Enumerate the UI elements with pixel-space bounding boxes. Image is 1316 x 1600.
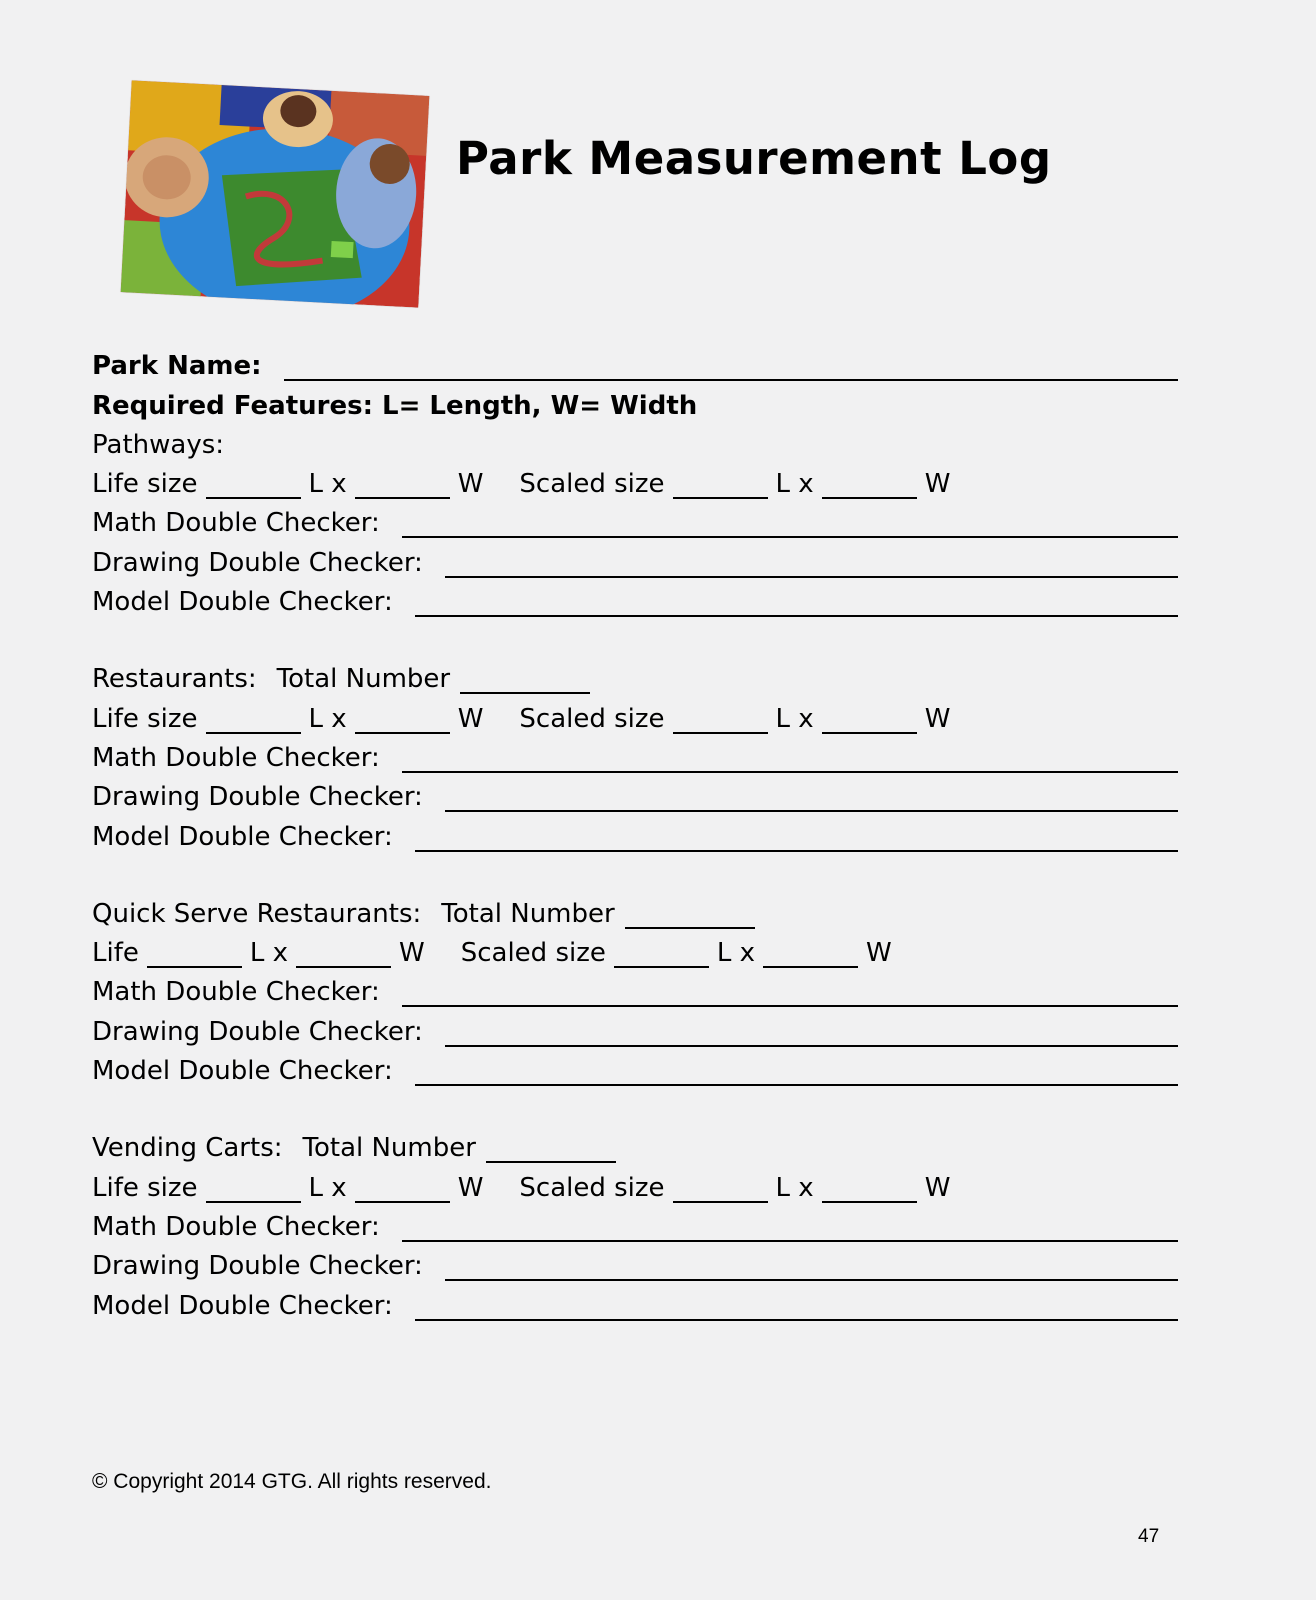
math-checker-row: [92, 503, 1178, 542]
scaled-length-blank[interactable]: [673, 497, 768, 499]
model-checker-row: [92, 1051, 1178, 1090]
section-name: Pathways:: [92, 429, 225, 460]
math-checker-row: [92, 972, 1178, 1011]
model-checker-label: Model Double Checker:: [92, 1056, 393, 1087]
life-width-blank[interactable]: [355, 732, 450, 734]
model-checker-label: Model Double Checker:: [92, 587, 393, 618]
lx-label: L x: [775, 1172, 814, 1203]
lx-label: L x: [775, 703, 814, 734]
section-name: Vending Carts:: [92, 1133, 283, 1164]
w-label: W: [924, 703, 951, 734]
drawing-checker-label: Drawing Double Checker:: [92, 547, 423, 578]
scaled-size-label: Scaled size: [519, 1172, 665, 1203]
page-number: 47: [1138, 1526, 1160, 1547]
w-label: W: [457, 469, 484, 500]
section-name: Quick Serve Restaurants:: [92, 898, 422, 929]
drawing-checker-row: [92, 542, 1178, 581]
life-size-label: Life size: [92, 703, 198, 734]
section-header-restaurants: [92, 659, 1178, 698]
life-width-blank[interactable]: [296, 966, 391, 968]
drawing-checker-label: Drawing Double Checker:: [92, 1016, 423, 1047]
w-label: W: [924, 469, 951, 500]
header-photo: [121, 80, 430, 307]
copyright-notice: © Copyright 2014 GTG. All rights reserved.: [92, 1470, 492, 1493]
drawing-checker-label: Drawing Double Checker:: [92, 1251, 423, 1282]
drawing-checker-label: Drawing Double Checker:: [92, 782, 423, 813]
total-number-blank[interactable]: [460, 692, 590, 694]
size-row: [92, 1167, 1178, 1206]
scaled-length-blank[interactable]: [673, 1201, 768, 1203]
life-size-label: Life size: [92, 469, 198, 500]
drawing-checker-blank[interactable]: [445, 1045, 1178, 1047]
page-title: Park Measurement Log: [456, 132, 1052, 185]
scaled-size-label: Scaled size: [460, 938, 606, 969]
scaled-size-label: Scaled size: [519, 469, 665, 500]
model-checker-blank[interactable]: [415, 1084, 1178, 1086]
life-length-blank[interactable]: [206, 732, 301, 734]
lx-label: L x: [308, 469, 347, 500]
life-width-blank[interactable]: [355, 1201, 450, 1203]
scaled-width-blank[interactable]: [822, 1201, 917, 1203]
park-name-label: Park Name:: [92, 351, 262, 382]
life-length-blank[interactable]: [147, 966, 242, 968]
lx-label: L x: [308, 1172, 347, 1203]
life-size-label: Life: [92, 938, 139, 969]
model-checker-label: Model Double Checker:: [92, 821, 393, 852]
size-row: [92, 698, 1178, 737]
size-row: [92, 933, 1178, 972]
total-number-blank[interactable]: [625, 927, 755, 929]
drawing-checker-blank[interactable]: [445, 576, 1178, 578]
lx-label: L x: [716, 938, 755, 969]
model-checker-blank[interactable]: [415, 1319, 1178, 1321]
scaled-length-blank[interactable]: [673, 732, 768, 734]
park-name-blank[interactable]: [284, 379, 1179, 381]
life-width-blank[interactable]: [355, 497, 450, 499]
model-checker-row: [92, 816, 1178, 855]
w-label: W: [924, 1172, 951, 1203]
w-label: W: [399, 938, 425, 969]
w-label: W: [866, 938, 892, 969]
section-header-quick-serve: [92, 894, 1178, 933]
section-header-pathways: [92, 425, 1178, 464]
total-number-label: Total Number: [441, 898, 615, 929]
math-checker-blank[interactable]: [402, 771, 1178, 773]
required-features-text: Required Features: L= Length, W= Width: [92, 390, 698, 421]
math-checker-blank[interactable]: [402, 536, 1178, 538]
model-checker-row: [92, 1285, 1178, 1324]
total-number-label: Total Number: [302, 1133, 476, 1164]
drawing-checker-blank[interactable]: [445, 1279, 1178, 1281]
math-checker-blank[interactable]: [402, 1005, 1178, 1007]
section-header-vending-carts: [92, 1128, 1178, 1167]
math-checker-label: Math Double Checker:: [92, 742, 380, 773]
life-length-blank[interactable]: [206, 1201, 301, 1203]
lx-label: L x: [775, 469, 814, 500]
scaled-width-blank[interactable]: [822, 732, 917, 734]
lx-label: L x: [308, 703, 347, 734]
math-checker-row: [92, 738, 1178, 777]
w-label: W: [457, 1172, 484, 1203]
drawing-checker-row: [92, 777, 1178, 816]
model-checker-label: Model Double Checker:: [92, 1290, 393, 1321]
math-checker-label: Math Double Checker:: [92, 1211, 380, 1242]
w-label: W: [457, 703, 484, 734]
lx-label: L x: [249, 938, 288, 969]
size-row: [92, 464, 1178, 503]
total-number-blank[interactable]: [486, 1161, 616, 1163]
scaled-width-blank[interactable]: [763, 966, 858, 968]
required-features-row: [92, 385, 1178, 424]
model-checker-blank[interactable]: [415, 850, 1178, 852]
drawing-checker-blank[interactable]: [445, 810, 1178, 812]
scaled-size-label: Scaled size: [519, 703, 665, 734]
scaled-width-blank[interactable]: [822, 497, 917, 499]
total-number-label: Total Number: [276, 664, 451, 695]
scaled-length-blank[interactable]: [614, 966, 709, 968]
section-name: Restaurants:: [92, 664, 257, 695]
math-checker-label: Math Double Checker:: [92, 977, 380, 1008]
park-name-row: [92, 346, 1178, 385]
life-length-blank[interactable]: [206, 497, 301, 499]
model-checker-blank[interactable]: [415, 615, 1178, 617]
math-checker-blank[interactable]: [402, 1240, 1178, 1242]
measurement-form: [92, 346, 1178, 1325]
math-checker-label: Math Double Checker:: [92, 508, 380, 539]
drawing-checker-row: [92, 1011, 1178, 1050]
model-checker-row: [92, 582, 1178, 621]
drawing-checker-row: [92, 1246, 1178, 1285]
life-size-label: Life size: [92, 1172, 198, 1203]
math-checker-row: [92, 1207, 1178, 1246]
